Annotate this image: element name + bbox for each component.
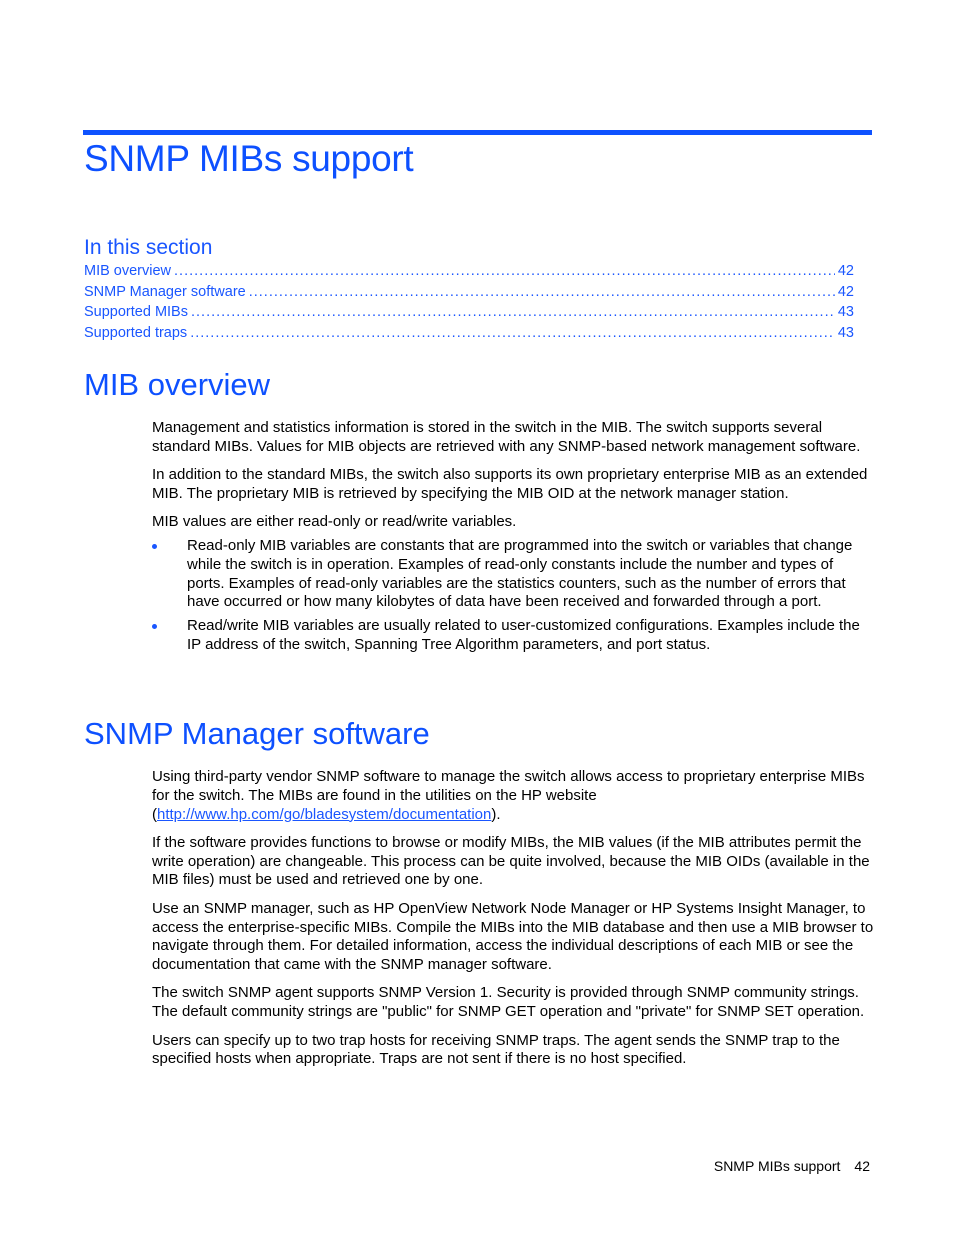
bullet-icon [152, 624, 157, 629]
paragraph: In addition to the standard MIBs, the switch also supports its own proprietary enterprise MIB as an extended MIB. The proprietary MIB is retrieved by specifying the MIB OID at the network manager station. [152, 466, 868, 502]
toc-entry-supported-traps[interactable] [84, 325, 854, 346]
paragraph: Use an SNMP manager, such as HP OpenView Network Node Manager or HP Systems Insight Manager, to access the enterprise-specific MIBs. Compile the MIBs into the MIB database and then use a MIB browser to navigate through them. For detailed information, access the individual descriptions of each MIB or see the documentation that came with the SNMP manager software. [152, 899, 874, 974]
paren-open: ( [152, 805, 157, 823]
bullet-icon [152, 544, 157, 549]
mib-overview-body [152, 419, 874, 660]
toc-entry-page: 43 [837, 324, 854, 341]
page-footer [714, 1158, 870, 1174]
toc-entry-snmp-manager-software[interactable] [84, 284, 854, 305]
list-item-text: Read-only MIB variables are constants that are programmed into the switch or variables that change while the switch is in operation. Examples of read-only constants include the number and types of ports. Examples of read-only variables are the statistics counters, such as the number of errors that have occurred or how many kilobytes of data have been received and forwarded through a port. [187, 536, 853, 611]
hp-documentation-link[interactable]: http://www.hp.com/go/bladesystem/documentation [157, 805, 492, 823]
toc-leader-dots [249, 284, 835, 300]
snmp-manager-heading: SNMP Manager software [84, 716, 430, 751]
toc-leader-dots [174, 263, 835, 279]
toc-entry-label: MIB overview [84, 263, 172, 279]
toc-entry-label: SNMP Manager software [84, 283, 246, 300]
paragraph: Management and statistics information is stored in the switch in the MIB. The switch supports several standard MIBs. Values for MIB objects are retrieved with any SNMP-based network management software. [152, 419, 861, 455]
toc-entry-page: 43 [837, 304, 854, 320]
snmp-manager-body [152, 768, 874, 1079]
title-rule [83, 130, 872, 135]
list-item [152, 617, 874, 655]
toc-entry-page: 42 [837, 263, 854, 279]
toc-heading: In this section [84, 236, 213, 259]
table-of-contents [84, 263, 854, 345]
footer-page-number: 42 [854, 1158, 870, 1174]
toc-entry-page: 42 [837, 283, 854, 300]
bullet-list [152, 537, 874, 655]
toc-entry-supported-mibs[interactable] [84, 304, 854, 325]
paragraph: The switch SNMP agent supports SNMP Version 1. Security is provided through SNMP community strings. The default community strings are "public" for SNMP GET operation and "private" for SNMP SET operation. [152, 984, 865, 1021]
chapter-title: SNMP MIBs support [84, 138, 414, 179]
toc-leader-dots [191, 304, 835, 320]
toc-entry-label: Supported traps [84, 324, 188, 341]
list-item-text: Read/write MIB variables are usually related to user-customized configurations. Examples include the IP address of the switch, Spanning Tree Algorithm parameters, and port status. [187, 617, 860, 653]
list-item [152, 537, 874, 612]
footer-section-title: SNMP MIBs support [713, 1158, 841, 1174]
paragraph-text: Using third-party vendor SNMP software to manage the switch allows access to proprietary enterprise MIBs for the switch. The MIBs are found in the utilities on the HP website [152, 768, 865, 804]
paren-close: ). [491, 805, 501, 823]
paragraph: MIB values are either read-only or read/write variables. [152, 513, 517, 531]
mib-overview-heading: MIB overview [84, 367, 271, 402]
toc-entry-mib-overview[interactable] [84, 263, 854, 284]
toc-leader-dots [190, 325, 835, 341]
paragraph: Users can specify up to two trap hosts for receiving SNMP traps. The agent sends the SNMP trap to the specified hosts when appropriate. Traps are not sent if there is no host specified. [152, 1031, 840, 1068]
toc-entry-label: Supported MIBs [84, 304, 188, 320]
paragraph [152, 768, 874, 824]
paragraph: If the software provides functions to browse or modify MIBs, the MIB values (if the MIB attributes permit the write operation) are changeable. This process can be quite involved, because the MIB OIDs (available in the MIB files) must be used and retrieved one by one. [152, 833, 870, 889]
